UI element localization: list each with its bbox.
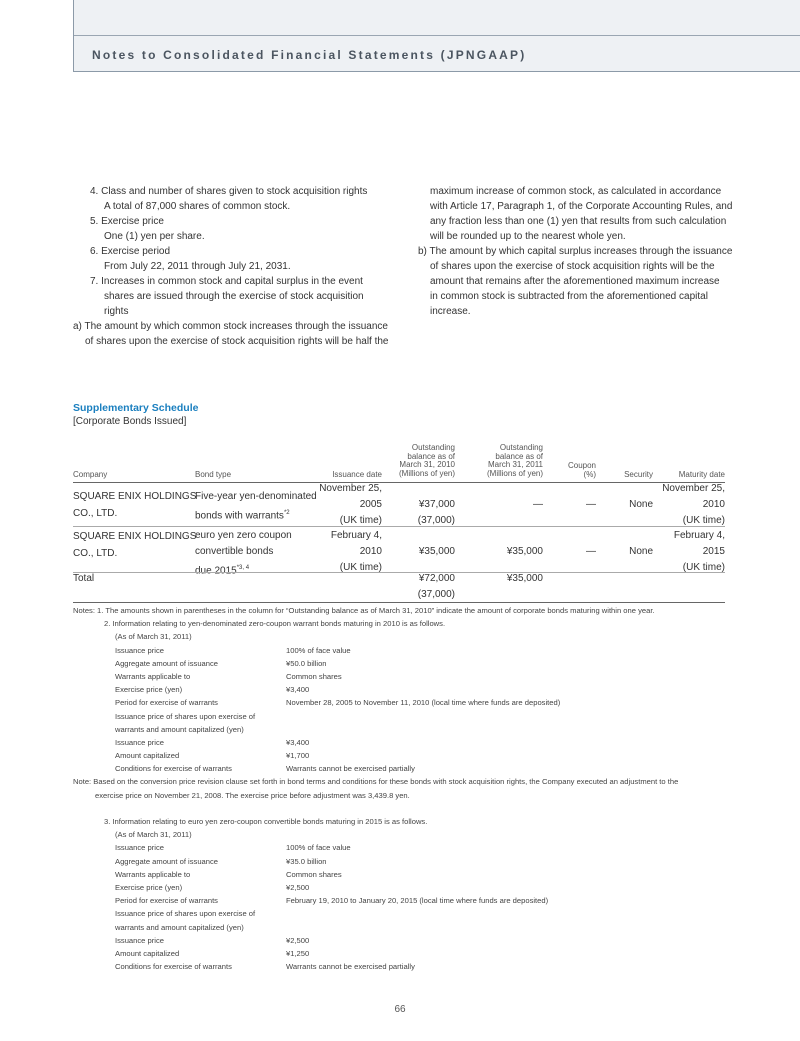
note-detail-row: [73, 644, 733, 657]
text-line: increase.: [430, 306, 471, 317]
note-detail-key: Issuance price: [115, 843, 164, 853]
col-header-coupon: [543, 462, 596, 479]
cell-line: (UK time): [682, 562, 725, 573]
section-subtitle: [Corporate Bonds Issued]: [73, 416, 187, 427]
text-line: with Article 17, Paragraph 1, of the Corporate Accounting Rules, and: [430, 201, 733, 212]
cell-line: November 25,: [662, 483, 725, 494]
text-line: 6. Exercise period: [90, 246, 171, 257]
cell-line: November 25,: [319, 483, 382, 494]
note-detail-value: Common shares: [286, 869, 342, 879]
note-detail-row: [73, 723, 733, 736]
note-detail-key: Period for exercise of warrants: [115, 896, 218, 906]
cell-line: 2015: [702, 546, 725, 557]
cell-line: CO., LTD.: [73, 548, 118, 559]
note-detail-value: Warrants cannot be exercised partially: [286, 764, 415, 774]
text-line: shares are issued through the exercise of stock acquisition: [104, 291, 364, 302]
cell-line: 2010: [702, 499, 725, 510]
note-detail-row: [73, 894, 733, 907]
note-detail-row: [73, 696, 733, 709]
text-line: in common stock is subtracted from the aforementioned capital: [430, 291, 708, 302]
text-line: any fraction less than one (1) yen that results from such calculation: [430, 216, 727, 227]
cell-line: (UK time): [339, 562, 382, 573]
cell-line: (37,000): [417, 515, 455, 526]
note-detail-row: [73, 749, 733, 762]
col-header-maturity: Maturity date: [678, 470, 725, 479]
header-line: (%): [583, 469, 596, 479]
total-label: Total: [73, 573, 95, 584]
text-line: will be rounded up to the nearest whole yen.: [430, 231, 626, 242]
note-detail-key: Period for exercise of warrants: [115, 698, 218, 708]
note-detail-key: Issuance price: [115, 935, 164, 945]
text-line: maximum increase of common stock, as calculated in accordance: [430, 186, 722, 197]
right-text-column: [418, 184, 732, 319]
cell-line: (UK time): [339, 515, 382, 526]
note-detail-key: Issuance price of shares upon exercise of: [115, 909, 256, 919]
note-detail-value: ¥2,500: [286, 935, 310, 945]
note-line: exercise price on November 21, 2008. The exercise price before adjustment was 3,439.8 yen.: [95, 790, 410, 800]
table-header-rule: [73, 482, 725, 483]
cell-line: CO., LTD.: [73, 508, 118, 519]
row1-balance-2011: —: [533, 499, 543, 510]
note-detail-value: ¥50.0 billion: [286, 658, 327, 668]
cell-line: SQUARE ENIX HOLDINGS: [73, 491, 197, 502]
notes-section: [73, 604, 733, 973]
text-line: 7. Increases in common stock and capital surplus in the event: [90, 276, 363, 287]
note-detail-value: Common shares: [286, 671, 342, 681]
footnote-marker: *2: [283, 510, 290, 516]
header-line: balance as of: [495, 451, 543, 461]
col-header-company: Company: [73, 470, 108, 479]
note-detail-value: ¥3,400: [286, 737, 310, 747]
col-header-issuance-date: Issuance date: [332, 470, 382, 479]
note-detail-row: [73, 868, 733, 881]
row1-coupon: —: [586, 499, 596, 510]
col-header-security: Security: [624, 470, 653, 479]
note-detail-key: Issuance price: [115, 737, 164, 747]
note-detail-row: [73, 881, 733, 894]
cell-line: (37,000): [417, 589, 455, 600]
cell-line: [195, 560, 292, 579]
note-detail-row: [73, 762, 733, 775]
row1-maturity: [655, 481, 725, 529]
note-detail-row: [73, 710, 733, 723]
cell-line: (UK time): [682, 515, 725, 526]
row1-company: [73, 488, 196, 522]
text-line: a) The amount by which common stock increases through the issuance: [73, 321, 388, 332]
text-line: amount that remains after the aforementioned maximum increase: [430, 276, 720, 287]
text-line: of shares upon the exercise of stock acquisition rights will be half the: [85, 336, 389, 347]
note-detail-key: Aggregate amount of issuance: [115, 658, 219, 668]
note-line: 2. Information relating to yen-denominated zero-coupon warrant bonds maturing in 2010 is as follows.: [104, 619, 446, 629]
header-divider: [74, 35, 800, 36]
note-detail-key: warrants and amount capitalized (yen): [115, 724, 244, 734]
note-detail-value: November 28, 2005 to November 11, 2010 (local time where funds are deposited): [286, 698, 561, 708]
row2-company: [73, 528, 196, 562]
note-detail-key: Conditions for exercise of warrants: [115, 764, 232, 774]
note-detail-key: Warrants applicable to: [115, 671, 191, 681]
note-detail-row: [73, 683, 733, 696]
row-divider: [73, 526, 725, 527]
page-header: [73, 0, 800, 72]
note-detail-value: ¥1,250: [286, 948, 310, 958]
note-detail-key: Conditions for exercise of warrants: [115, 962, 232, 972]
header-line: (Millions of yen): [398, 468, 455, 478]
text-line: b) The amount by which capital surplus increases through the issuance: [418, 246, 733, 257]
note-line: (As of March 31, 2011): [115, 632, 192, 642]
col-header-balance-2010: [373, 444, 455, 478]
text-line: A total of 87,000 shares of common stock.: [104, 201, 291, 212]
note-detail-row: [73, 934, 733, 947]
header-line: March 31, 2010: [399, 460, 455, 469]
col-header-balance-2011: [463, 444, 543, 478]
row1-balance-2010: [373, 497, 455, 529]
row2-maturity: [655, 528, 725, 576]
note-detail-row: [73, 670, 733, 683]
note-detail-value: 100% of face value: [286, 645, 351, 655]
left-text-column: [73, 184, 389, 349]
note-2-details: [73, 644, 733, 776]
row2-balance-2011: ¥35,000: [506, 546, 543, 557]
note-detail-value: February 19, 2010 to January 20, 2015 (local time where funds are deposited): [286, 896, 549, 906]
col-header-bond-type: Bond type: [195, 470, 232, 479]
footnote-marker: *3, 4: [236, 565, 250, 571]
header-line: March 31, 2011: [488, 460, 543, 469]
table-bottom-rule: [73, 602, 725, 603]
note-spacer: [73, 802, 733, 815]
note-3-details: [73, 841, 733, 973]
note-detail-key: Amount capitalized: [115, 948, 180, 958]
row2-coupon: —: [586, 546, 596, 557]
row2-balance-2010: ¥35,000: [418, 546, 455, 557]
header-line: balance as of: [407, 451, 455, 461]
page-number: 66: [394, 1004, 406, 1015]
text-line: 4. Class and number of shares given to stock acquisition rights: [90, 186, 368, 197]
note-detail-key: Issuance price: [115, 645, 164, 655]
note-detail-key: Issuance price of shares upon exercise of: [115, 711, 256, 721]
note-detail-value: ¥2,500: [286, 882, 310, 892]
note-detail-row: [73, 657, 733, 670]
header-line: Outstanding: [411, 443, 455, 452]
row2-issuance-date: [293, 528, 382, 576]
cell-line: ¥72,000: [418, 573, 455, 584]
cell-line: 2010: [359, 546, 382, 557]
note-detail-key: Aggregate amount of issuance: [115, 856, 219, 866]
cell-text: due 2015: [195, 565, 237, 577]
note-line: (As of March 31, 2011): [115, 830, 192, 840]
note-detail-key: Warrants applicable to: [115, 869, 191, 879]
note-detail-key: Amount capitalized: [115, 751, 180, 761]
cell-line: February 4,: [330, 530, 382, 541]
text-line: of shares upon the exercise of stock acquisition rights will be the: [430, 261, 715, 272]
note-detail-row: [73, 907, 733, 920]
cell-line: 2005: [359, 499, 382, 510]
note-detail-row: [73, 947, 733, 960]
cell-text: bonds with warrants: [195, 510, 284, 522]
cell-line: SQUARE ENIX HOLDINGS: [73, 531, 197, 542]
note-detail-value: 100% of face value: [286, 843, 351, 853]
row1-security: None: [629, 499, 653, 510]
cell-line: convertible bonds: [195, 546, 274, 557]
section-title: Supplementary Schedule: [73, 402, 199, 414]
cell-line: ¥37,000: [418, 499, 455, 510]
total-balance-2011: ¥35,000: [506, 573, 543, 584]
cell-line: February 4,: [673, 530, 725, 541]
row2-security: None: [629, 546, 653, 557]
note-detail-row: [73, 736, 733, 749]
header-line: Outstanding: [499, 443, 543, 452]
note-detail-row: [73, 841, 733, 854]
text-line: rights: [104, 306, 129, 317]
note-detail-key: Exercise price (yen): [115, 882, 183, 892]
text-line: 5. Exercise price: [90, 216, 164, 227]
note-line: Notes: 1. The amounts shown in parentheses in the column for “Outstanding balance as of March 31, 2010” indicate the amount of corporate bonds maturing within one year.: [73, 606, 655, 615]
note-detail-value: ¥1,700: [286, 751, 310, 761]
header-line: Coupon: [567, 461, 596, 470]
note-detail-key: warrants and amount capitalized (yen): [115, 922, 244, 932]
note-line: Note: Based on the conversion price revision clause set forth in bond terms and conditions for these bonds with stock acquisition rights, the Company executed an adjustment to the: [73, 777, 679, 787]
cell-line: euro yen zero coupon: [195, 530, 292, 541]
note-detail-row: [73, 855, 733, 868]
header-line: (Millions of yen): [486, 468, 543, 478]
note-detail-key: Exercise price (yen): [115, 685, 183, 695]
text-line: One (1) yen per share.: [104, 231, 205, 242]
note-line: 3. Information relating to euro yen zero-coupon convertible bonds maturing in 2015 is as follows.: [104, 817, 428, 826]
note-detail-row: [73, 960, 733, 973]
row1-issuance-date: [293, 481, 382, 529]
cell-line: Five-year yen-denominated: [195, 491, 317, 502]
total-balance-2010: [373, 571, 455, 603]
note-detail-value: Warrants cannot be exercised partially: [286, 962, 415, 972]
note-detail-value: ¥3,400: [286, 685, 310, 695]
text-line: From July 22, 2011 through July 21, 2031.: [104, 261, 291, 272]
note-detail-row: [73, 921, 733, 934]
page-title: Notes to Consolidated Financial Statements (JPNGAAP): [92, 48, 527, 62]
note-detail-value: ¥35.0 billion: [286, 856, 327, 866]
